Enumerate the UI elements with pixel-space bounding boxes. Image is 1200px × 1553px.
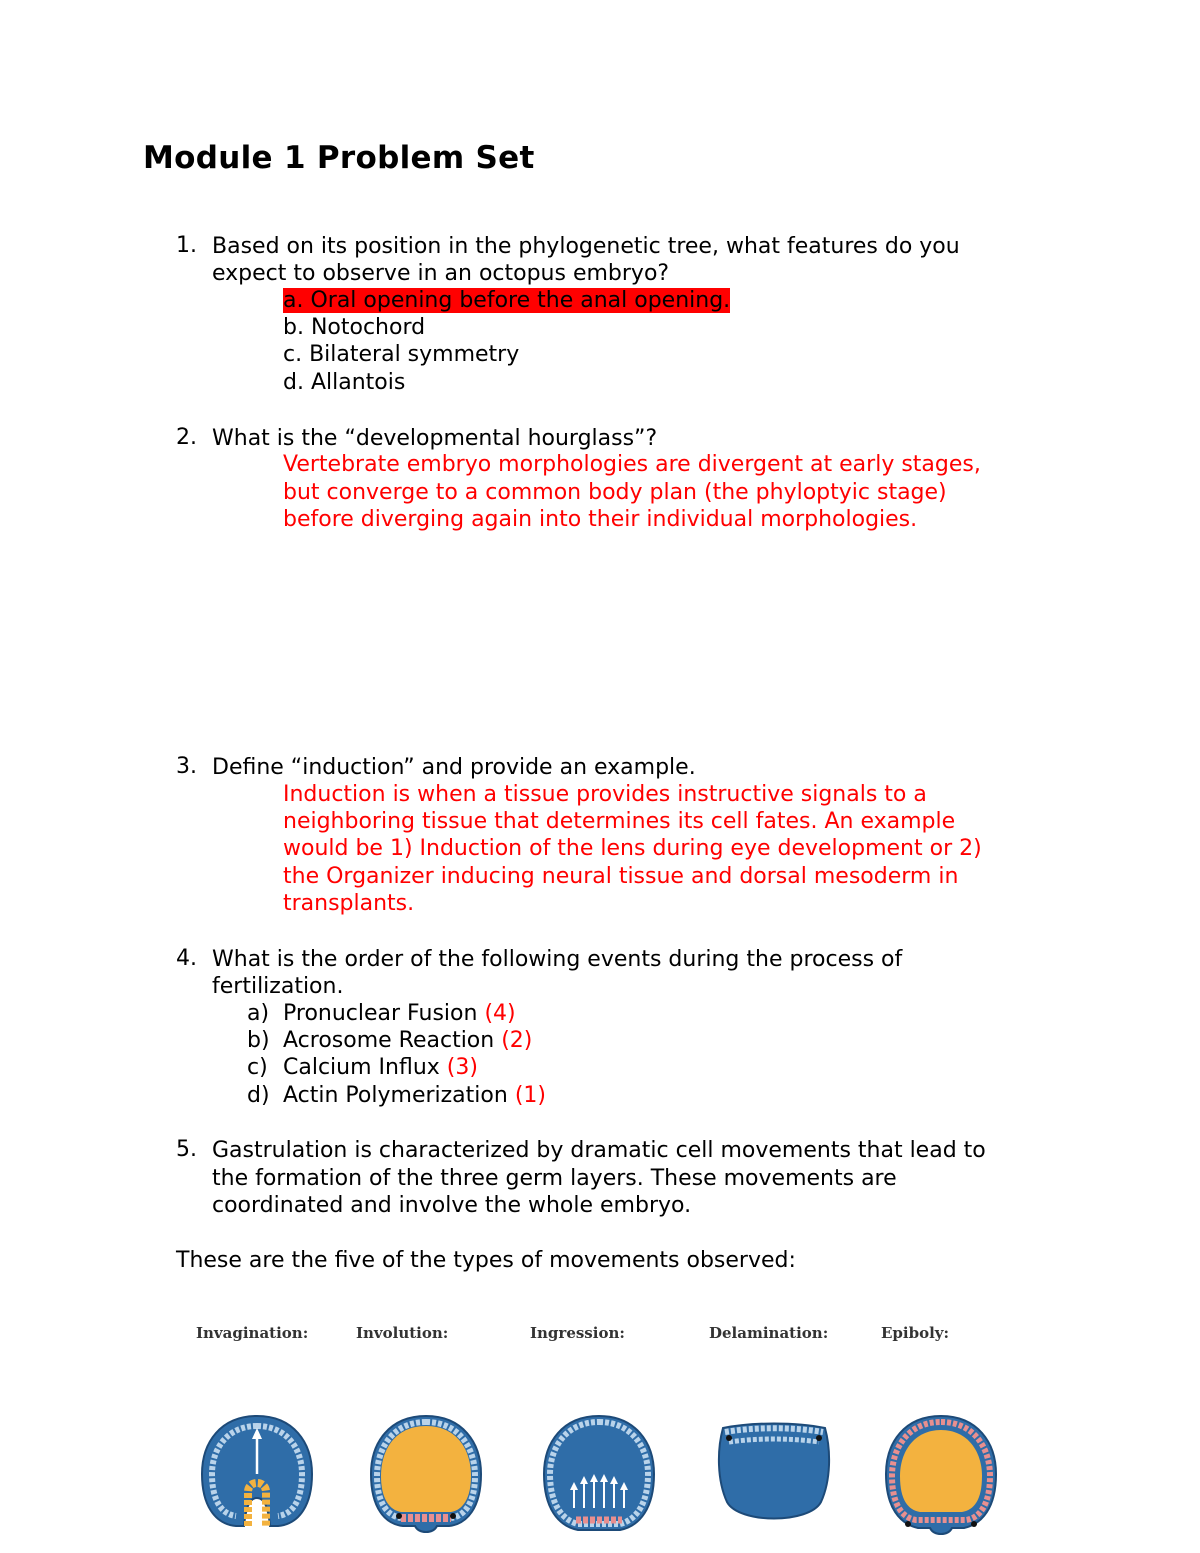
- order-answer: (2): [501, 1028, 533, 1053]
- question-text: What is the “developmental hourglass”?: [212, 426, 658, 451]
- figure-label-epiboly: Epiboly:: [881, 1324, 950, 1342]
- answer-line: Vertebrate embryo morphologies are divergent at early stages,: [283, 452, 981, 477]
- option-item: c. Bilateral symmetry: [283, 342, 520, 367]
- list-item: [283, 1083, 546, 1108]
- order-answer: (1): [514, 1083, 546, 1108]
- question-text: coordinated and involve the whole embryo.: [212, 1193, 692, 1218]
- question-text: What is the order of the following events during the process of: [212, 947, 903, 972]
- event-label: Actin Polymerization: [283, 1083, 508, 1108]
- order-answer: (4): [484, 1001, 516, 1026]
- list-letter: b): [247, 1028, 270, 1053]
- list-item: [283, 1055, 478, 1080]
- question-number: 1.: [176, 233, 197, 258]
- answer-line: Induction is when a tissue provides instructive signals to a: [283, 782, 927, 807]
- answer-line: but converge to a common body plan (the phyloptyic stage): [283, 480, 947, 505]
- option-item: d. Allantois: [283, 370, 406, 395]
- involution-diagram: [367, 1412, 485, 1534]
- list-item: [283, 1028, 532, 1053]
- question-number: 3.: [176, 754, 197, 779]
- question-text: Gastrulation is characterized by dramatic cell movements that lead to: [212, 1138, 986, 1163]
- event-label: Pronuclear Fusion: [283, 1001, 478, 1026]
- figure-label-invagination: Invagination:: [196, 1324, 309, 1342]
- page-title: Module 1 Problem Set: [143, 140, 535, 176]
- epiboly-diagram: [882, 1412, 1000, 1536]
- delamination-diagram: [713, 1420, 835, 1530]
- question-text: expect to observe in an octopus embryo?: [212, 261, 670, 286]
- question-text: fertilization.: [212, 974, 344, 999]
- followup-text: These are the five of the types of movements observed:: [176, 1248, 796, 1273]
- question-text: Define “induction” and provide an example.: [212, 755, 696, 780]
- answer-line: the Organizer inducing neural tissue and dorsal mesoderm in: [283, 864, 959, 889]
- order-answer: (3): [446, 1055, 478, 1080]
- question-text: Based on its position in the phylogenetic tree, what features do you: [212, 234, 960, 259]
- answer-line: neighboring tissue that determines its cell fates. An example: [283, 809, 956, 834]
- question-number: 4.: [176, 946, 197, 971]
- list-letter: a): [247, 1001, 270, 1026]
- answer-line: before diverging again into their individual morphologies.: [283, 507, 918, 532]
- invagination-diagram: [198, 1412, 316, 1532]
- option-item: b. Notochord: [283, 315, 426, 340]
- question-number: 5.: [176, 1137, 197, 1162]
- list-item: [283, 1001, 516, 1026]
- figure-label-ingression: Ingression:: [530, 1324, 625, 1342]
- figure-label-involution: Involution:: [356, 1324, 449, 1342]
- answer-line: would be 1) Induction of the lens during eye development or 2): [283, 836, 982, 861]
- ingression-diagram: [540, 1412, 658, 1536]
- list-letter: d): [247, 1083, 270, 1108]
- question-text: the formation of the three germ layers. These movements are: [212, 1166, 897, 1191]
- event-label: Calcium Influx: [283, 1055, 440, 1080]
- figure-label-delamination: Delamination:: [709, 1324, 829, 1342]
- answer-line: transplants.: [283, 891, 415, 916]
- list-letter: c): [247, 1055, 268, 1080]
- event-label: Acrosome Reaction: [283, 1028, 495, 1053]
- highlighted-answer: a. Oral opening before the anal opening.: [283, 288, 731, 313]
- question-number: 2.: [176, 425, 197, 450]
